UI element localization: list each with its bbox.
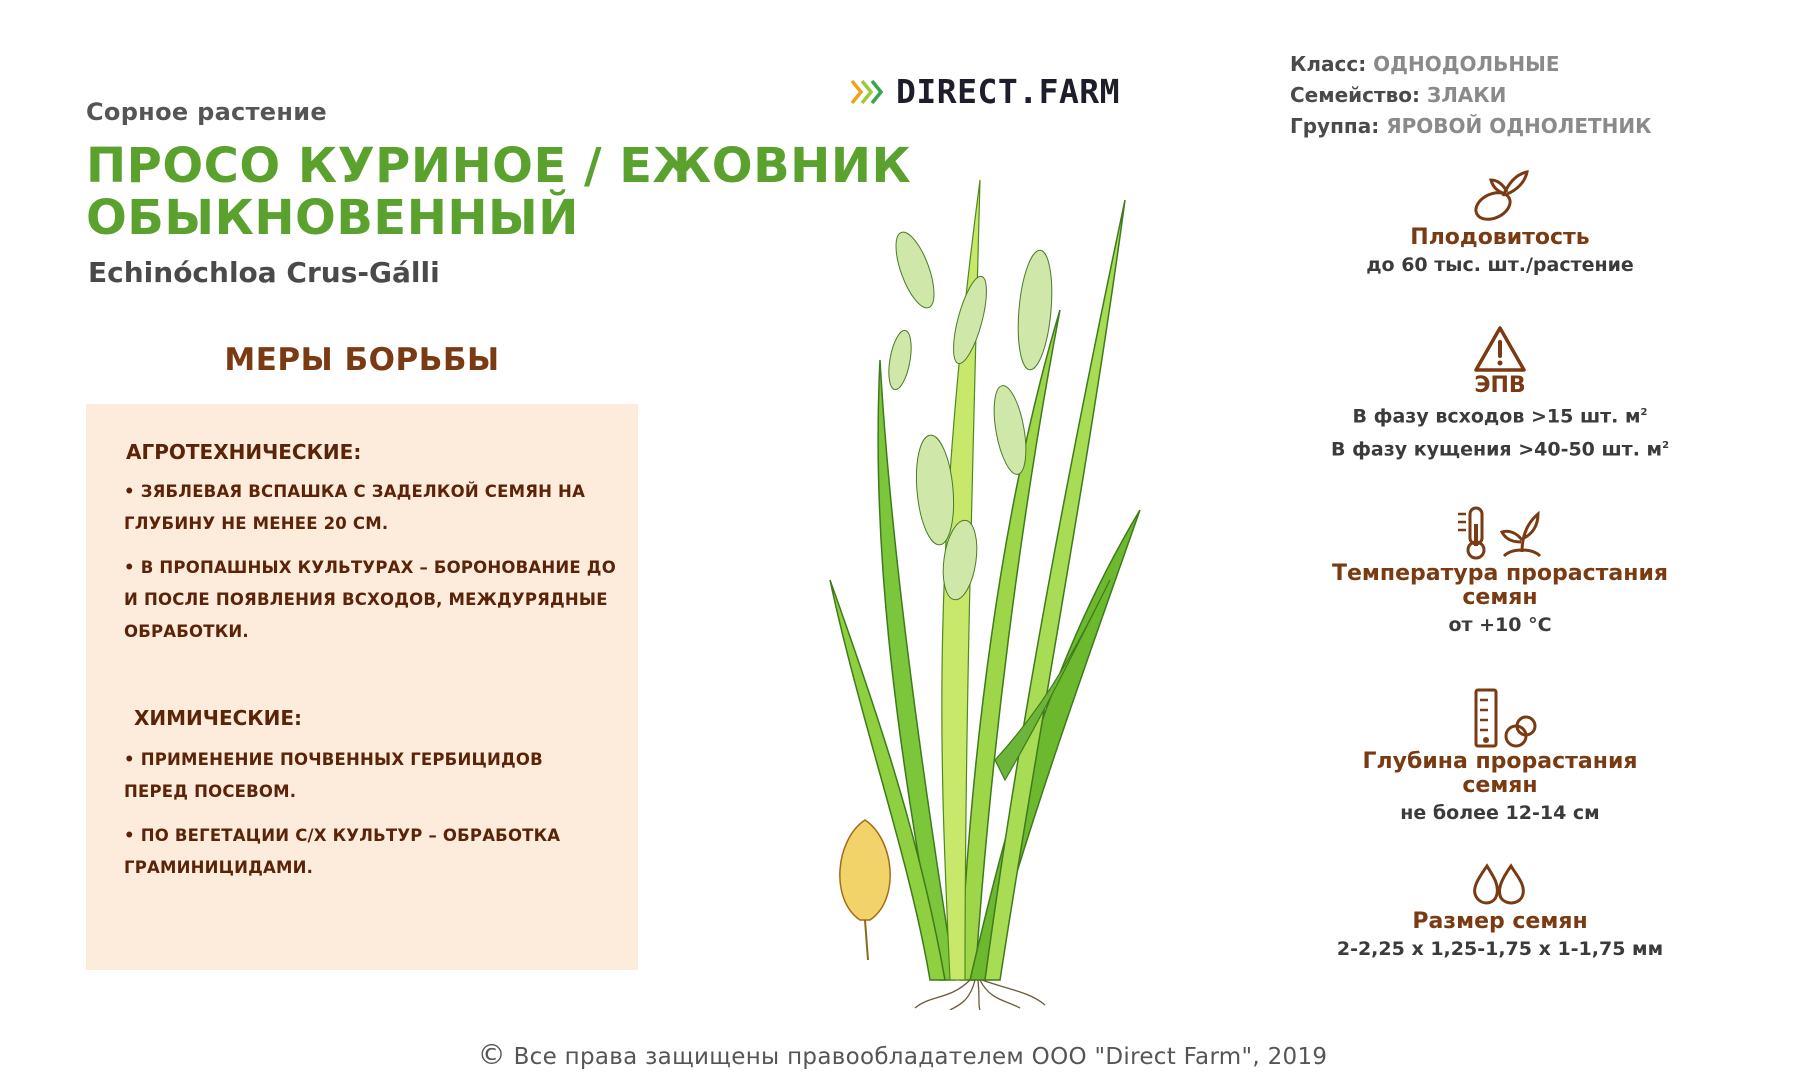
stat-seed-size: [1290, 862, 1710, 964]
chem-title: ХИМИЧЕСКИЕ:: [134, 706, 303, 730]
group-row: Группа: ЯРОВОЙ ОДНОЛЕТНИК: [1290, 114, 1652, 138]
plant-illustration: [820, 160, 1180, 1010]
family-row: Семейство: ЗЛАКИ: [1290, 83, 1507, 107]
stat-label: Плодовитость: [1410, 225, 1590, 250]
stat-value: В фазу кущения >40-50 шт. $м^2$: [1330, 438, 1670, 461]
stat-value: В фазу всходов >15 шт. $м^2$: [1352, 405, 1648, 428]
class-row: Класс: ОДНОДОЛЬНЫЕ: [1290, 52, 1560, 76]
seed-sprout-icon: [1467, 162, 1533, 222]
stat-value: 2-2,25 х 1,25-1,75 х 1-1,75 мм: [1336, 938, 1664, 960]
page-title-line1: ПРОСО КУРИНОЕ / ЕЖОВНИК: [86, 138, 912, 194]
page-title-line2: ОБЫКНОВЕННЫЙ: [86, 190, 579, 246]
class-value: ОДНОДОЛЬНЫЕ: [1373, 52, 1560, 76]
measures-box: [86, 404, 638, 970]
list-item: • ЗЯБЛЕВАЯ ВСПАШКА С ЗАДЕЛКОЙ СЕМЯН НА ГЛУБИНУ НЕ МЕНЕЕ 20 СМ.: [124, 482, 586, 533]
stat-epv: [1290, 324, 1710, 465]
stat-label: Размер семян: [1412, 909, 1588, 934]
stat-fertility: [1290, 162, 1710, 280]
stat-value: не более 12-14 см: [1400, 802, 1600, 824]
stat-value: до 60 тыс. шт./растение: [1366, 254, 1634, 276]
latin-name: Echinóchloa Crus-Gálli: [88, 256, 440, 289]
group-value: ЯРОВОЙ ОДНОЛЕТНИК: [1386, 114, 1652, 138]
page-kicker: Сорное растение: [86, 98, 327, 126]
direct-farm-chevrons-icon: [850, 77, 884, 107]
stat-label: Глубина прорастания семян: [1362, 749, 1638, 798]
stat-value: от +10 °С: [1448, 614, 1552, 636]
footer-copyright: © Все права защищены правообладателем ООО "Direct Farm", 2019: [477, 1038, 1328, 1071]
stat-depth: [1290, 686, 1710, 828]
list-item: • ПРИМЕНЕНИЕ ПОЧВЕННЫХ ГЕРБИЦИДОВ ПЕРЕД ПОСЕВОМ.: [124, 750, 543, 801]
measures-title: МЕРЫ БОРЬБЫ: [224, 342, 500, 378]
list-item: • В ПРОПАШНЫХ КУЛЬТУРАХ – БОРОНОВАНИЕ ДО И ПОСЛЕ ПОЯВЛЕНИЯ ВСХОДОВ, МЕЖДУРЯДНЫЕ ОБРАБОТКИ.: [124, 558, 616, 641]
list-item: • ПО ВЕГЕТАЦИИ С/Х КУЛЬТУР – ОБРАБОТКА ГРАМИНИЦИДАМИ.: [124, 826, 561, 877]
stat-temperature: [1290, 504, 1710, 640]
logo-text: DIRECT.FARM: [896, 72, 1121, 111]
ruler-seeds-icon: [1458, 686, 1542, 750]
direct-farm-logo: [850, 72, 1120, 111]
warning-triangle-icon: [1472, 324, 1528, 374]
stat-label: Температура прорастания семян: [1331, 561, 1668, 610]
thermometer-sprout-icon: [1452, 504, 1548, 560]
copyright-icon: ©: [477, 1038, 506, 1071]
family-value: ЗЛАКИ: [1426, 83, 1507, 107]
agro-title: АГРОТЕХНИЧЕСКИЕ:: [126, 440, 362, 464]
stat-label: ЭПВ: [1474, 373, 1526, 398]
seed-drops-icon: [1467, 862, 1533, 906]
